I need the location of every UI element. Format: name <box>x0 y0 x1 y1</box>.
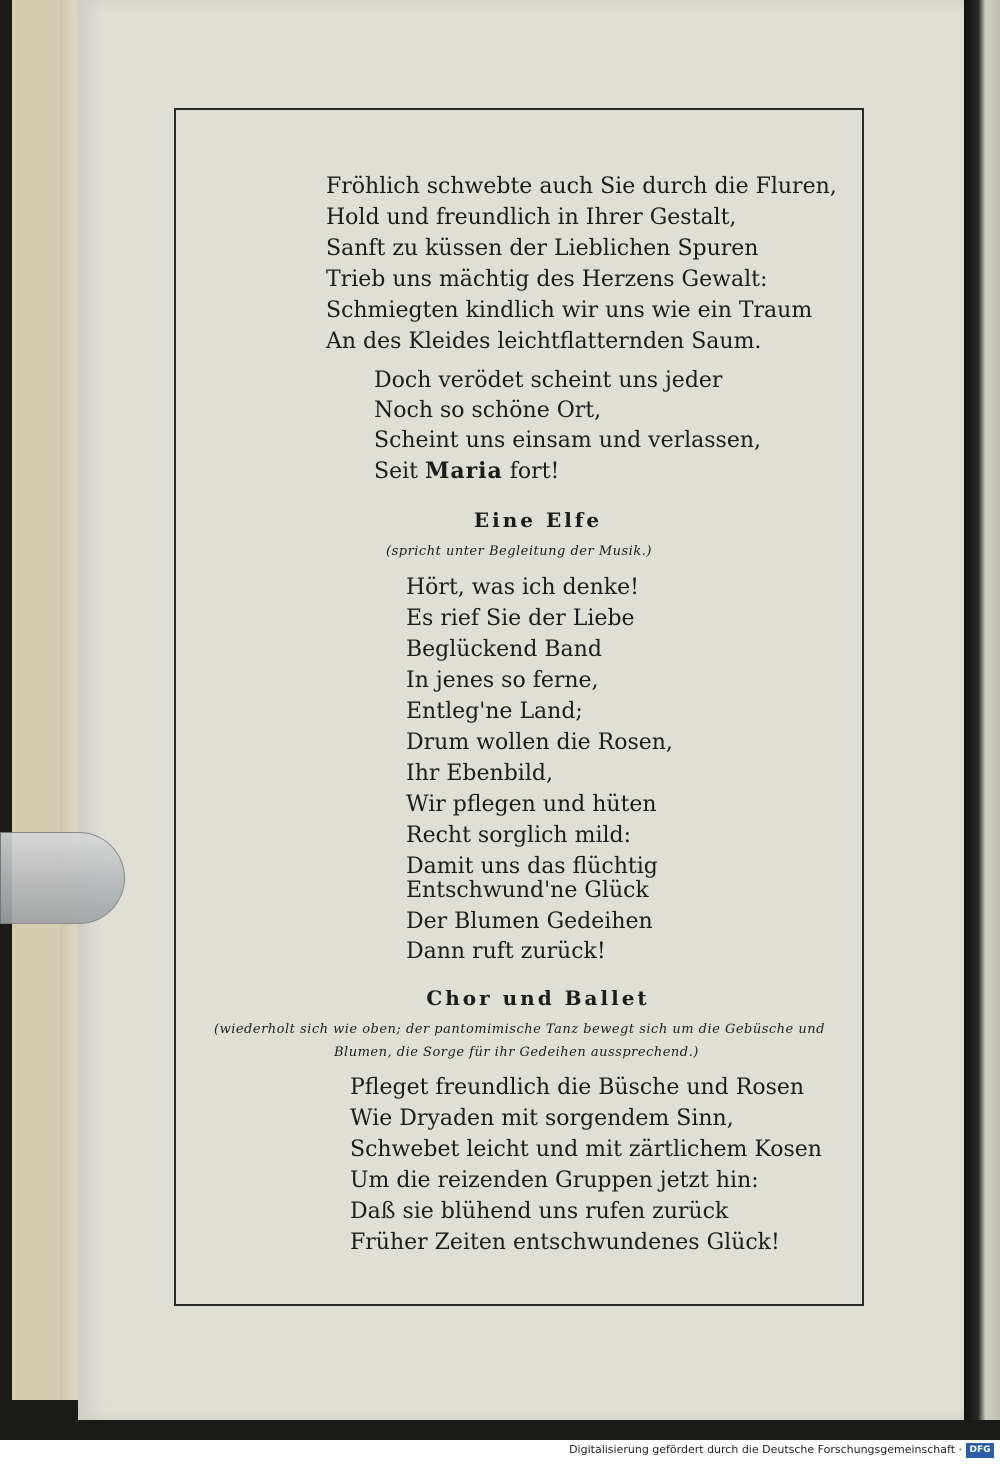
verse-line: Wie Dryaden mit sorgendem Sinn, <box>350 1106 734 1131</box>
page-gutter <box>964 0 1000 1420</box>
name-maria: Maria <box>424 458 503 484</box>
verse-line: Schwebet leicht und mit zärtlichem Kosen <box>350 1137 822 1162</box>
stage-direction: Blumen, die Sorge für ihr Gedeihen aussprechend.) <box>334 1045 699 1060</box>
verse-line: Entleg'ne Land; <box>406 699 583 724</box>
verse-line: In jenes so ferne, <box>406 668 599 693</box>
verse-line: Sanft zu küssen der Lieblichen Spuren <box>326 236 759 261</box>
dfg-logo-icon: DFG <box>966 1443 994 1458</box>
footer-credit: Digitalisierung gefördert durch die Deutsche Forschungsgemeinschaft · <box>569 1443 962 1456</box>
verse-line: An des Kleides leichtflatternden Saum. <box>326 329 762 354</box>
verse-line: Doch verödet scheint uns jeder <box>374 368 723 393</box>
verse-line: Hold und freundlich in Ihrer Gestalt, <box>326 205 737 230</box>
verse-line: Der Blumen Gedeihen <box>406 909 653 934</box>
verse-line <box>374 456 559 487</box>
footer-bar <box>0 1440 1000 1464</box>
verse-line: Früher Zeiten entschwundenes Glück! <box>350 1230 780 1255</box>
verse-line: Hört, was ich denke! <box>406 575 639 600</box>
verse-line: Trieb uns mächtig des Herzens Gewalt: <box>326 267 768 292</box>
verse-line: Dann ruft zurück! <box>406 939 606 964</box>
verse-word: Seit <box>374 459 418 484</box>
verse-line: Beglückend Band <box>406 637 602 662</box>
verse-line: Es rief Sie der Liebe <box>406 606 635 631</box>
verse-line: Scheint uns einsam und verlassen, <box>374 428 762 453</box>
verse-line: Um die reizenden Gruppen jetzt hin: <box>350 1168 759 1193</box>
stage-direction: (spricht unter Begleitung der Musik.) <box>386 544 652 559</box>
speaker-heading-elfe: Eine Elfe <box>473 508 603 532</box>
verse-line: Pfleget freundlich die Büsche und Rosen <box>350 1075 805 1100</box>
verse-line: Entschwund'ne Glück <box>406 878 649 903</box>
verse-line: Drum wollen die Rosen, <box>406 730 673 755</box>
verse-word: fort! <box>509 459 560 484</box>
verse-line: Noch so schöne Ort, <box>374 398 602 423</box>
page-clip <box>0 832 125 924</box>
verse-line: Fröhlich schwebte auch Sie durch die Fluren, <box>326 174 837 199</box>
verse-line: Wir pflegen und hüten <box>406 792 657 817</box>
verse-line: Recht sorglich mild: <box>406 823 632 848</box>
speaker-heading-chor: Chor und Ballet <box>426 986 650 1010</box>
verse-line: Ihr Ebenbild, <box>406 761 553 786</box>
stage-direction: (wiederholt sich wie oben; der pantomimische Tanz bewegt sich um die Gebüsche und <box>214 1022 825 1037</box>
verse-line: Damit uns das flüchtig <box>406 854 658 879</box>
verse-line: Daß sie blühend uns rufen zurück <box>350 1199 729 1224</box>
verse-line: Schmiegten kindlich wir uns wie ein Traum <box>326 298 813 323</box>
